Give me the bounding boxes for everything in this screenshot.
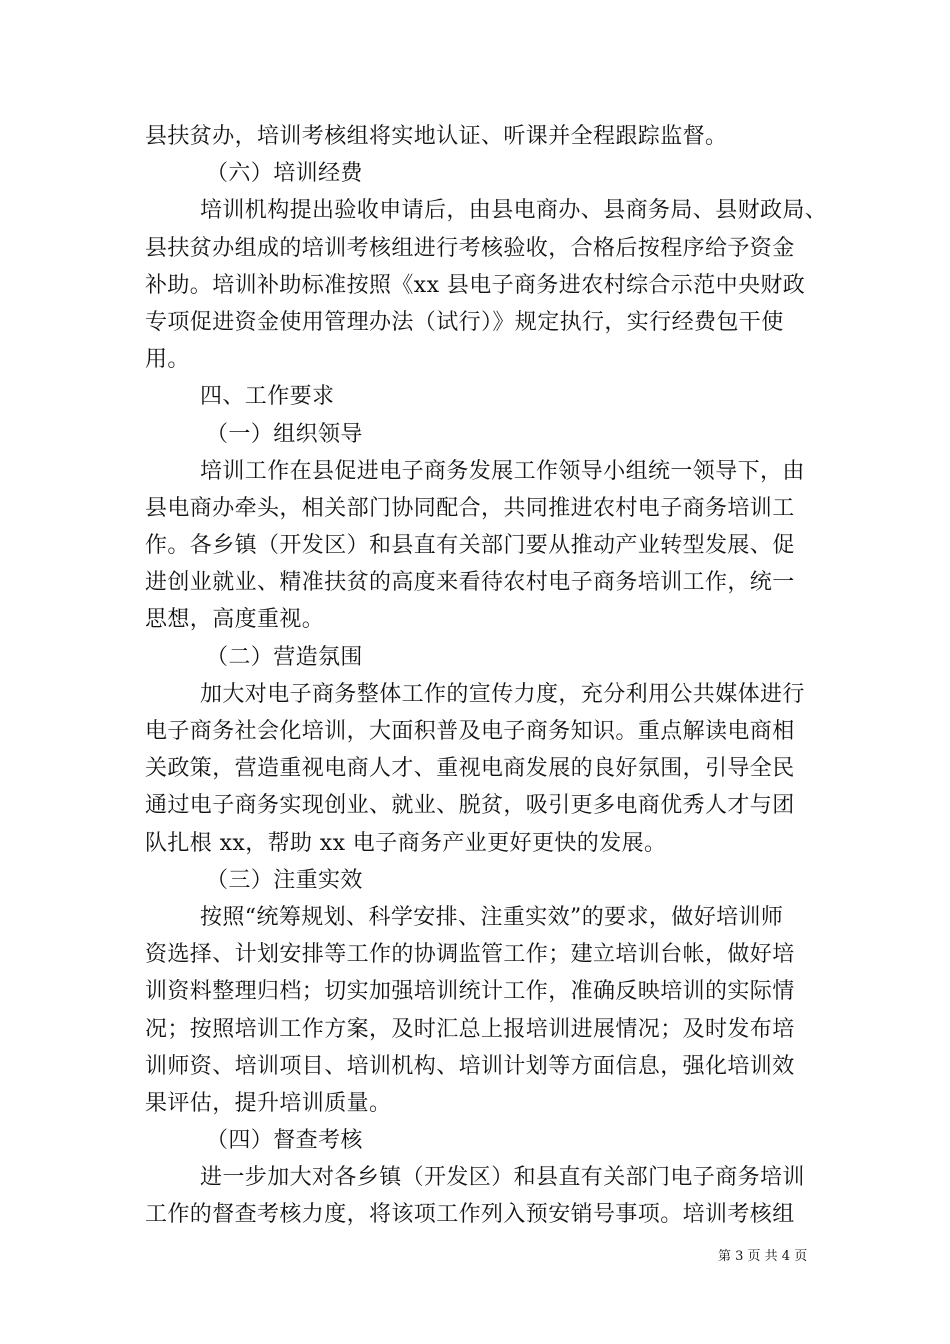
section-heading: （六）培训经费 bbox=[206, 161, 363, 187]
section-heading: （二）营造氛围 bbox=[206, 644, 363, 670]
paragraph-line: 思想，高度重视。 bbox=[145, 607, 325, 633]
paragraph-line: 进一步加大对各乡镇（开发区）和县直有关部门电子商务培训 bbox=[200, 1165, 805, 1191]
paragraph-line: 果评估，提升培训质量。 bbox=[145, 1090, 392, 1116]
paragraph-line: 训资料整理归档；切实加强培训统计工作，准确反映培训的实际情 bbox=[145, 979, 795, 1005]
paragraph-line: 县电商办牵头，相关部门协同配合，共同推进农村电子商务培训工 bbox=[145, 495, 795, 521]
section-heading: （一）组织领导 bbox=[206, 421, 363, 447]
paragraph-line: 电子商务社会化培训，大面积普及电子商务知识。重点解读电商相 bbox=[145, 719, 795, 744]
paragraph-line: 用。 bbox=[145, 347, 190, 373]
document-body bbox=[145, 118, 828, 1234]
paragraph-line: 培训工作在县促进电子商务发展工作领导小组统一领导下，由 bbox=[200, 458, 805, 484]
paragraph-line: 培训机构提出验收申请后，由县电商办、县商务局、县财政局、 bbox=[200, 198, 828, 224]
paragraph-line: 资选择、计划安排等工作的协调监管工作；建立培训台帐，做好培 bbox=[145, 942, 795, 968]
paragraph-line: 专项促进资金使用管理办法（试行）》规定执行，实行经费包干使 bbox=[145, 309, 784, 335]
paragraph-line: 作。各乡镇（开发区）和县直有关部门要从推动产业转型发展、促 bbox=[145, 533, 795, 559]
paragraph-line: 况；按照培训工作方案，及时汇总上报培训进展情况；及时发布培 bbox=[145, 1016, 795, 1042]
paragraph-line: 训师资、培训项目、培训机构、培训计划等方面信息，强化培训效 bbox=[145, 1053, 795, 1079]
paragraph-line: 按照“统筹规划、科学安排、注重实效”的要求，做好培训师 bbox=[200, 904, 784, 930]
section-heading: （三）注重实效 bbox=[206, 867, 363, 893]
paragraph-line: 工作的督查考核力度，将该项工作列入预安销号事项。培训考核组 bbox=[145, 1202, 795, 1228]
paragraph-line: 队扎根 xx，帮助 xx 电子商务产业更好更快的发展。 bbox=[145, 830, 667, 856]
paragraph-line: 加大对电子商务整体工作的宣传力度，充分利用公共媒体进行 bbox=[200, 681, 805, 707]
page-number: 第 3 页 共 4 页 bbox=[718, 1249, 808, 1264]
paragraph-line: 通过电子商务实现创业、就业、脱贫，吸引更多电商优秀人才与团 bbox=[145, 793, 795, 819]
section-heading: （四）督查考核 bbox=[206, 1128, 363, 1154]
paragraph-line: 补助。培训补助标准按照《xx 县电子商务进农村综合示范中央财政 bbox=[145, 272, 806, 298]
chapter-heading: 四、工作要求 bbox=[200, 384, 335, 410]
paragraph-line: 县扶贫办组成的培训考核组进行考核验收，合格后按程序给予资金 bbox=[145, 235, 795, 261]
paragraph-line: 进创业就业、精准扶贫的高度来看待农村电子商务培训工作，统一 bbox=[145, 570, 795, 596]
paragraph-line: 关政策，营造重视电商人才、重视电商发展的良好氛围，引导全民 bbox=[145, 756, 795, 782]
paragraph-line: 县扶贫办，培训考核组将实地认证、听课并全程跟踪监督。 bbox=[145, 124, 728, 149]
